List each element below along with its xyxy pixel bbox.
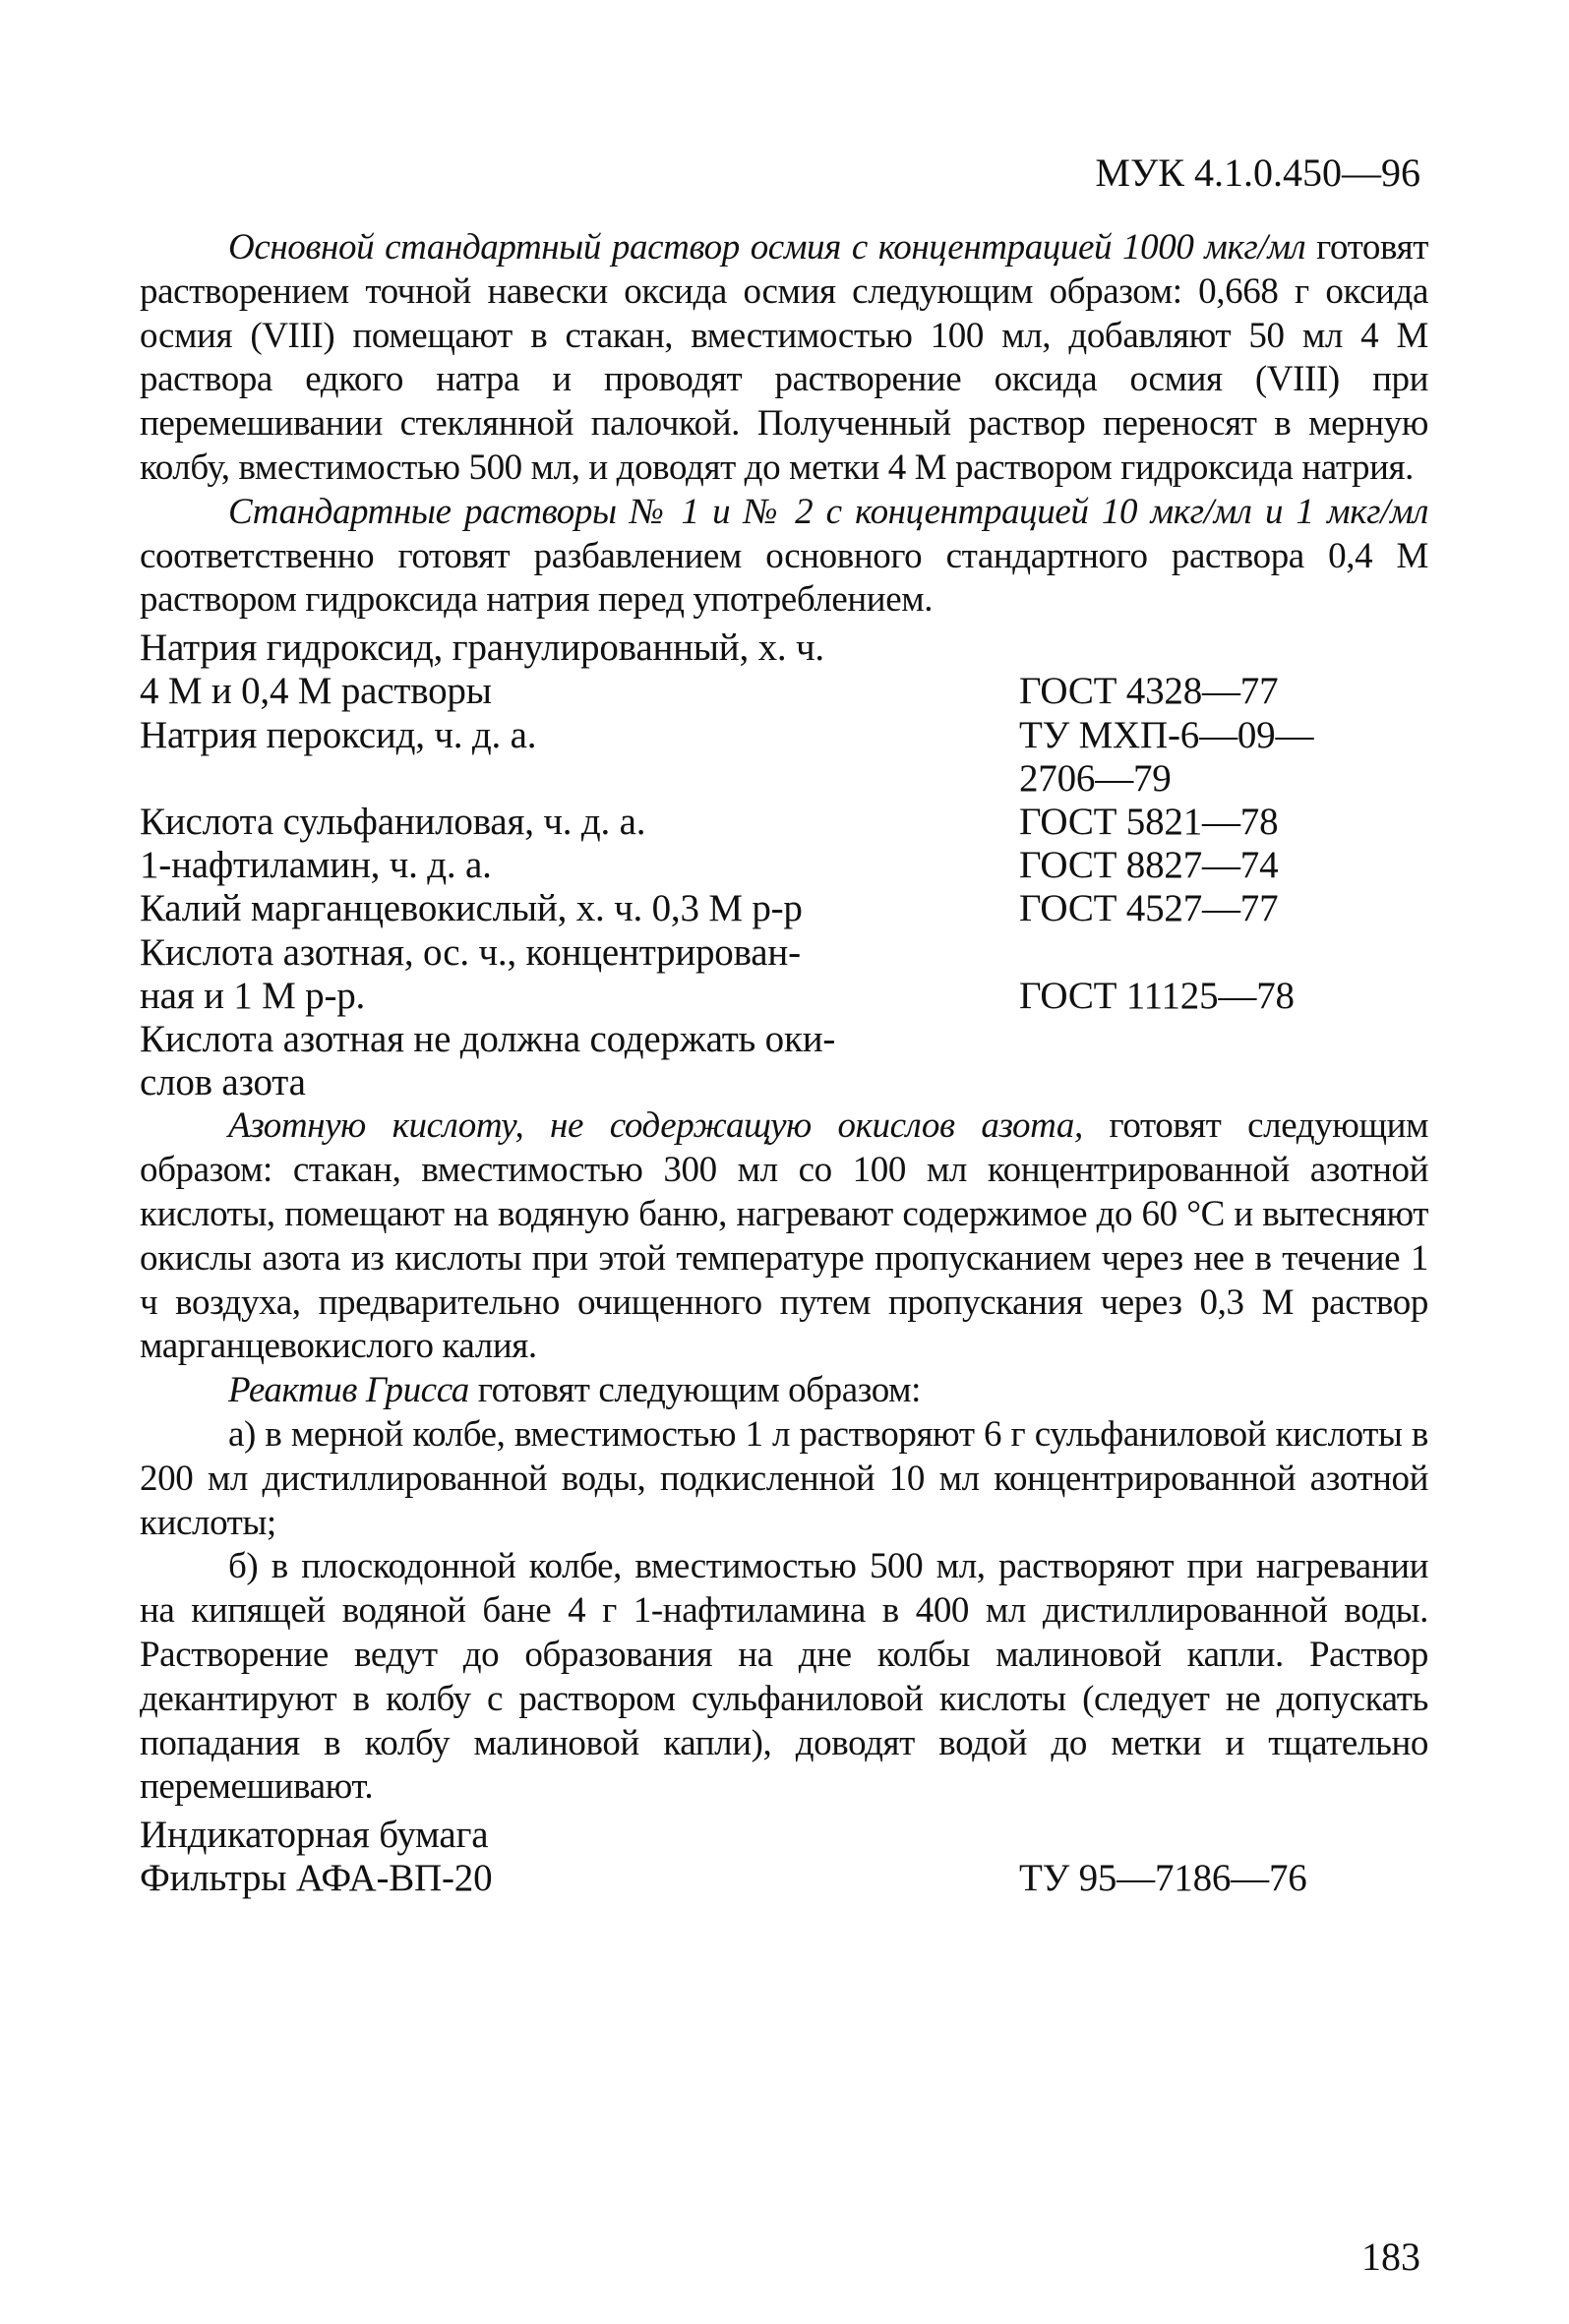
paragraph-stock-solution [140,226,1428,491]
reagent-name: слов азота [140,1061,306,1104]
paragraph-text: готовят растворением точной навески оксида осмия следующим образом: 0,668 г оксида осмия (VIII) помещают в стакан, вместимостью 100 мл, добавляют 50 мл 4 М раствора едкого натра и проводят растворение оксида осмия (VIII) при перемешивании стеклянной палочкой. Полученный раствор переносят в мерную колбу, вместимостью 500 мл, и доводят до метки 4 М раствором гидроксида натрия. [140,227,1429,488]
reagent-name: ная и 1 М р-р. [140,974,366,1017]
document-page [140,148,1429,2279]
reagents-list-bottom [140,1814,1428,1900]
reagent-row [140,887,1428,930]
reagent-row [140,1857,1428,1900]
reagent-standard: ГОСТ 11125—78 [1019,974,1295,1017]
paragraph-step-a [140,1413,1428,1545]
reagent-name: Кислота сульфаниловая, ч. д. а. [140,800,646,843]
paragraph-step-b [140,1545,1428,1810]
reagent-row [140,670,1428,713]
paragraph-text: готовят следующим образом: стакан, вместимостью 300 мл со 100 мл концентрированной азотной кислоты, помещают на водяную баню, нагревают содержимое до 60 °С и вытесняют окислы азота из кислоты при этой температуре пропусканием через нее в течение 1 ч воздуха, предварительно очищенного путем пропускания через 0,3 М раствор марганцевокислого калия. [140,1105,1428,1367]
reagents-list [140,626,1428,1104]
paragraph-text: готовят следующим образом: [468,1370,922,1411]
reagent-standard: ТУ МХП-6—09— 2706—79 [1019,713,1314,800]
reagent-name: Фильтры АФА-ВП-20 [140,1857,493,1900]
paragraph-nitric-acid-prep [140,1104,1428,1369]
reagent-row [140,1018,1428,1061]
reagent-name: 4 М и 0,4 М растворы [140,670,492,713]
document-code: МУК 4.1.0.450—96 [1095,150,1420,195]
paragraph-text: а) в мерной колбе, вместимостью 1 л растворяют 6 г сульфаниловой кислоты в 200 мл дистиллированной воды, подкисленной 10 мл концентрированной азотной кислоты; [140,1413,1428,1543]
reagent-name: 1-нафтиламин, ч. д. а. [140,844,492,887]
reagent-row [140,975,1428,1018]
reagent-row [140,931,1428,975]
reagent-row [140,801,1428,844]
paragraph-lead-italic: Основной стандартный раствор осмия с концентрацией 1000 мкг/мл [228,227,1306,268]
reagent-name: Натрия гидроксид, гранулированный, х. ч. [140,626,824,670]
paragraph-lead-italic: Азотную кислоту, не содержащую окислов азота, [228,1105,1083,1147]
reagent-row [140,1061,1428,1104]
reagent-row [140,714,1428,801]
reagent-name: Кислота азотная, ос. ч., концентрирован- [140,930,801,974]
reagent-name: Калий марганцевокислый, х. ч. 0,3 М р-р [140,887,803,930]
document-body [140,226,1428,1901]
reagent-name: Натрия пероксид, ч. д. а. [140,713,537,756]
reagent-standard: ГОСТ 4527—77 [1019,887,1279,930]
reagent-row [140,626,1428,670]
page-number: 183 [1361,2235,1420,2279]
reagent-standard: ГОСТ 8827—74 [1019,844,1279,887]
paragraph-lead-italic: Стандартные растворы № 1 и № 2 с концентрацией 10 мкг/мл и 1 мкг/мл [228,491,1428,532]
reagent-standard: ГОСТ 5821—78 [1019,800,1279,843]
reagent-name: Кислота азотная не должна содержать оки- [140,1018,836,1060]
reagent-name: Индикаторная бумага [140,1814,489,1857]
paragraph-griess-reagent [140,1369,1428,1413]
paragraph-text: соответственно готовят разбавлением основного стандартного раствора 0,4 М раствором гидроксида натрия перед употреблением. [140,535,1428,621]
reagent-row [140,1814,1428,1857]
paragraph-text: б) в плоскодонной колбе, вместимостью 500 мл, растворяют при нагревании на кипящей водяной бане 4 г 1-нафтиламина в 400 мл дистиллированной воды. Растворение ведут до образования на дне колбы малиновой капли. Раствор декантируют в колбу с раствором сульфаниловой кислоты (следует не допускать попадания в колбу малиновой капли), доводят водой до метки и тщательно перемешивают. [140,1546,1428,1808]
reagent-standard: ТУ 95—7186—76 [1019,1857,1307,1900]
reagent-standard: ГОСТ 4328—77 [1019,670,1279,713]
paragraph-lead-italic: Реактив Грисса [228,1370,469,1411]
paragraph-standard-solutions [140,491,1428,623]
reagent-row [140,844,1428,887]
